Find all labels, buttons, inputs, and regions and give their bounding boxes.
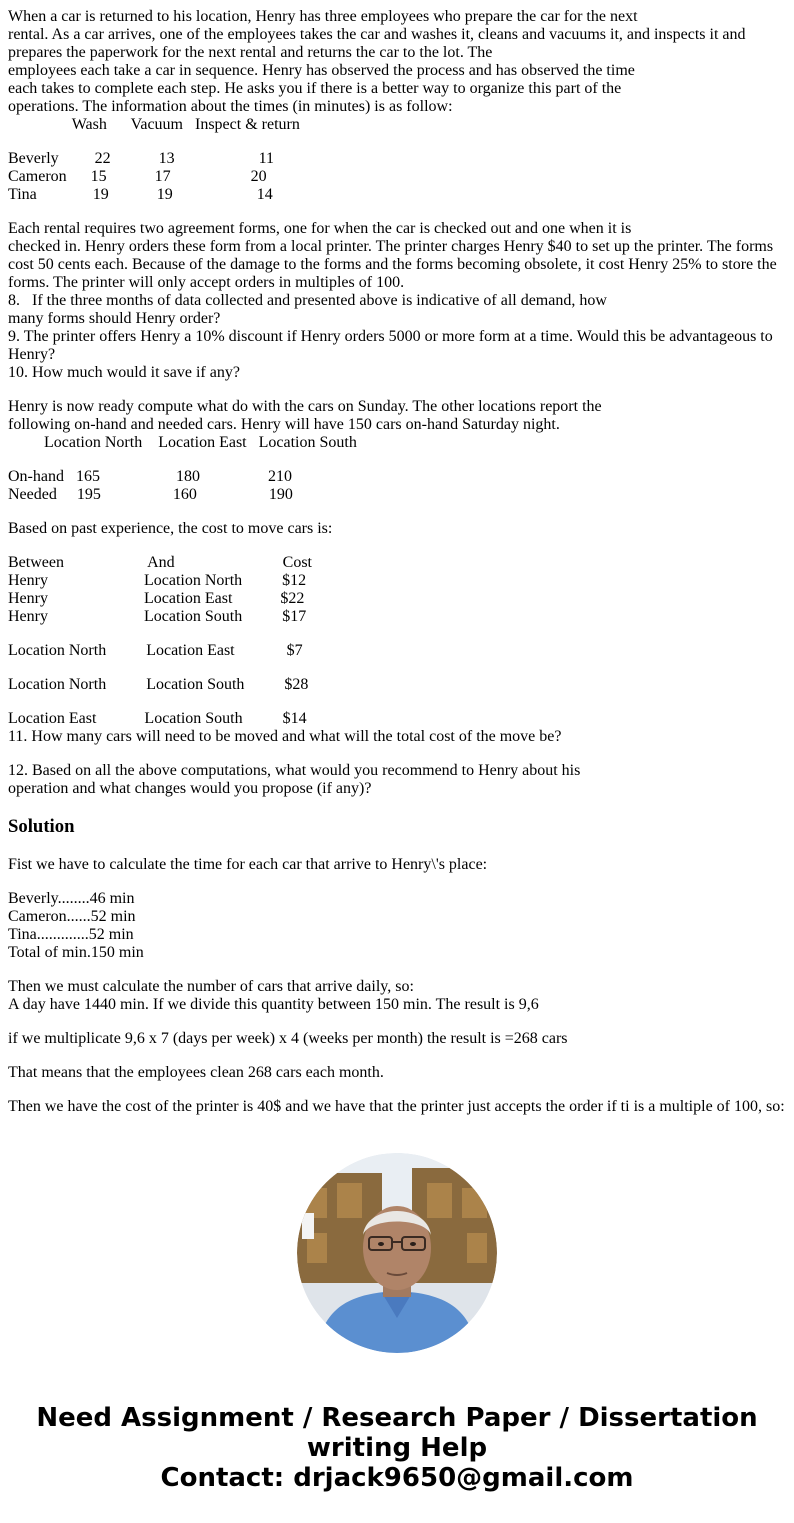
cost-table-header: Between And Cost <box>8 554 312 571</box>
problem-intro <box>8 8 786 116</box>
cost-table-row: Henry Location East $22 <box>8 590 305 607</box>
text-line: When a car is returned to his location, Henry has three employees who prepare the car for the next <box>8 8 638 25</box>
solution-times <box>8 890 786 962</box>
cost-table-row: Henry Location South $17 <box>8 608 307 625</box>
location-table-row: Needed 195 160 190 <box>8 486 293 503</box>
question-8: 8. If the three months of data collected and presented above is indicative of all demand, how <box>8 292 607 309</box>
cost-table-row: Location North Location South $28 <box>8 676 309 693</box>
text-line: Each rental requires two agreement forms, one for when the car is checked out and one when it is <box>8 220 632 237</box>
forms-paragraph <box>8 220 786 382</box>
time-total: Total of min.150 min <box>8 944 144 961</box>
time-line: Beverly........46 min <box>8 890 135 907</box>
question-8-cont: many forms should Henry order? <box>8 310 221 327</box>
text-line: employees each take a car in sequence. Henry has observed the process and has observed the time <box>8 62 635 79</box>
times-table <box>8 116 786 204</box>
text-line: following on-hand and needed cars. Henry will have 150 cars on-hand Saturday night. <box>8 416 560 433</box>
promo-contact[interactable]: Contact: drjack9650@gmail.com <box>160 1463 634 1493</box>
solution-clean: That means that the employees clean 268 cars each month. <box>8 1064 384 1081</box>
question-9: 9. The printer offers Henry a 10% discount if Henry orders 5000 or more form at a time. Would this be advantageous to Henry? <box>8 328 773 363</box>
question-10: 10. How much would it save if any? <box>8 364 240 381</box>
cost-table-row: Henry Location North $12 <box>8 572 307 589</box>
time-line: Tina.............52 min <box>8 926 134 943</box>
sunday-paragraph <box>8 398 786 504</box>
solution-monthly: if we multiplicate 9,6 x 7 (days per week) x 4 (weeks per month) the result is =268 cars <box>8 1030 568 1047</box>
times-table-row: Beverly 22 13 11 <box>8 150 275 167</box>
times-table-header: Wash Vacuum Inspect & return <box>8 116 300 133</box>
text-block: checked in. Henry orders these form from a local printer. The printer charges Henry $40 to set up the printer. The forms cost 50 cents each. Because of the damage to the forms and the forms becoming obsolete, it cost Henry 25% to store the forms. The printer will only accept orders in multiples of 100. <box>8 238 777 291</box>
author-avatar <box>297 1153 497 1353</box>
cost-table <box>8 554 786 728</box>
text-line: Henry is now ready compute what do with the cars on Sunday. The other locations report the <box>8 398 602 415</box>
solution-heading: Solution <box>8 816 75 837</box>
cost-intro: Based on past experience, the cost to move cars is: <box>8 520 333 537</box>
cost-table-row: Location East Location South $14 <box>8 710 307 727</box>
author-photo <box>297 1153 497 1353</box>
location-table-header: Location North Location East Location South <box>8 434 357 451</box>
time-line: Cameron......52 min <box>8 908 136 925</box>
solution-intro: Fist we have to calculate the time for each car that arrive to Henry\'s place: <box>8 856 488 873</box>
text-line: each takes to complete each step. He asks you if there is a better way to organize this part of the <box>8 80 622 97</box>
solution-daily <box>8 978 786 1014</box>
cost-table-row: Location North Location East $7 <box>8 642 303 659</box>
question-11: 11. How many cars will need to be moved and what will the total cost of the move be? <box>8 728 562 745</box>
promo-line: writing Help <box>306 1433 488 1463</box>
solution-printer: Then we have the cost of the printer is 40$ and we have that the printer just accepts the order if ti is a multiple of 100, so: <box>8 1098 785 1115</box>
location-table-row: On-hand 165 180 210 <box>8 468 292 485</box>
promo-banner <box>0 1403 794 1493</box>
text-line: A day have 1440 min. If we divide this quantity between 150 min. The result is 9,6 <box>8 996 539 1013</box>
promo-line: Need Assignment / Research Paper / Dissertation <box>36 1403 758 1433</box>
question-12-cont: operation and what changes would you propose (if any)? <box>8 780 372 797</box>
text-line: prepares the paperwork for the next rental and returns the car to the lot. The <box>8 44 493 61</box>
text-line: rental. As a car arrives, one of the employees takes the car and washes it, cleans and vacuums it, and inspects it and <box>8 26 746 43</box>
solution-body <box>8 856 786 1116</box>
text-line: operations. The information about the times (in minutes) is as follow: <box>8 98 453 115</box>
times-table-row: Tina 19 19 14 <box>8 186 273 203</box>
text-line: Then we must calculate the number of cars that arrive daily, so: <box>8 978 414 995</box>
times-table-row: Cameron 15 17 20 <box>8 168 267 185</box>
question-12: 12. Based on all the above computations, what would you recommend to Henry about his <box>8 762 581 779</box>
